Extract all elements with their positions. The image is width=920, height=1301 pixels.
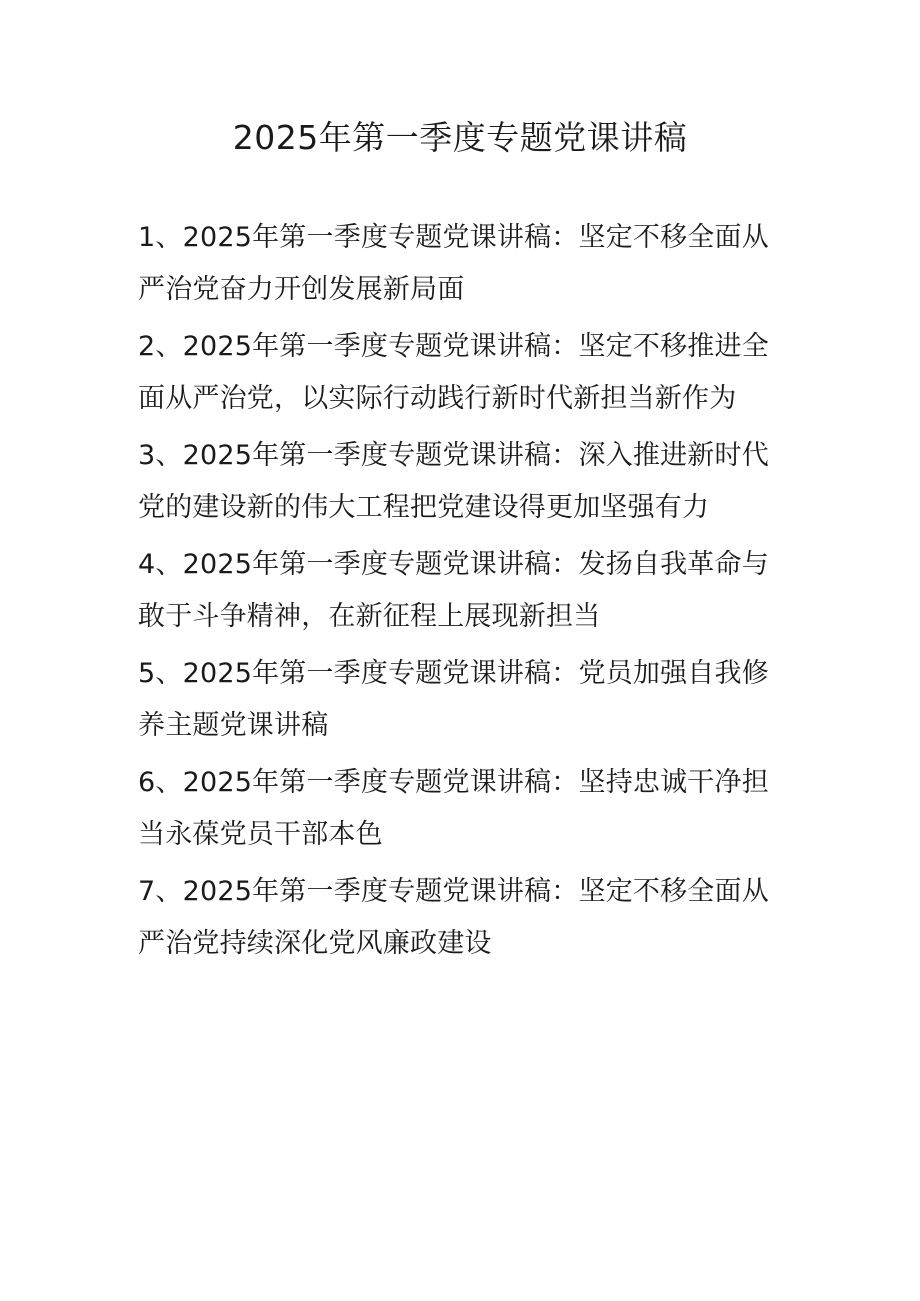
toc-item-1: 1、2025年第一季度专题党课讲稿：坚定不移全面从严治党奋力开创发展新局面 <box>138 222 769 305</box>
toc-item-5: 5、2025年第一季度专题党课讲稿：党员加强自我修养主题党课讲稿 <box>138 658 769 741</box>
table-of-contents <box>138 212 778 975</box>
toc-item-7: 7、2025年第一季度专题党课讲稿：坚定不移全面从严治党持续深化党风廉政建设 <box>138 876 769 959</box>
toc-item-2: 2、2025年第一季度专题党课讲稿：坚定不移推进全面从严治党，以实际行动践行新时代新担当新作为 <box>138 331 769 414</box>
document-title: 2025年第一季度专题党课讲稿 <box>232 118 688 157</box>
toc-item-3: 3、2025年第一季度专题党课讲稿：深入推进新时代党的建设新的伟大工程把党建设得更加坚强有力 <box>138 440 769 523</box>
toc-item-4: 4、2025年第一季度专题党课讲稿：发扬自我革命与敢于斗争精神，在新征程上展现新担当 <box>138 549 769 632</box>
toc-item-6: 6、2025年第一季度专题党课讲稿：坚持忠诚干净担当永葆党员干部本色 <box>138 767 769 850</box>
